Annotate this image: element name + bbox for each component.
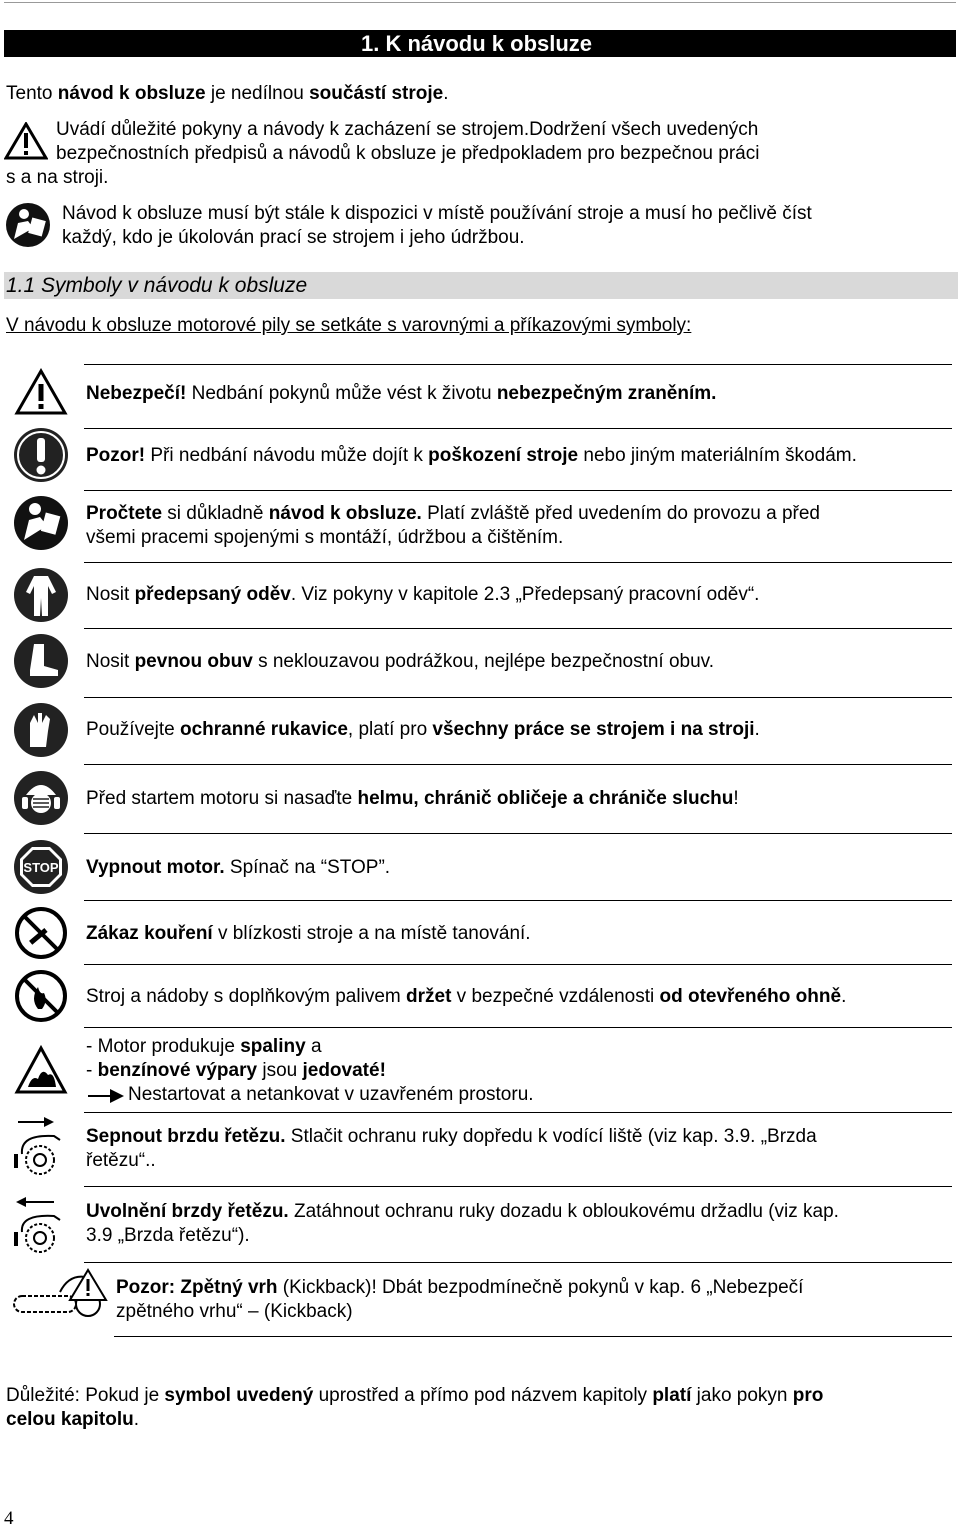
top-rule bbox=[4, 2, 956, 3]
kickback-text-line-2: zpětného vrhu“ – (Kickback) bbox=[116, 1301, 353, 1322]
arrow-right-icon bbox=[86, 1088, 126, 1104]
protective-gloves-icon bbox=[12, 701, 70, 759]
chapter-title: 1. K návodu k obsluze bbox=[4, 30, 956, 57]
no-smoking-text: Zákaz kouření v blízkosti stroje a na místě tanování. bbox=[86, 923, 531, 944]
divider bbox=[84, 562, 952, 563]
manual-line-2: každý, kdo je úkolován prací se strojem i jeho údržbou. bbox=[62, 227, 525, 248]
caution-text: Pozor! Při nedbání návodu může dojít k poškození stroje nebo jiným materiálním škodám. bbox=[86, 445, 857, 466]
divider bbox=[84, 364, 952, 365]
exhaust-line-3: Nestartovat a netankovat v uzavřeném prostoru. bbox=[128, 1084, 534, 1105]
toxic-exhaust-triangle-icon bbox=[14, 1045, 68, 1095]
caution-exclamation-icon bbox=[12, 426, 70, 484]
divider bbox=[84, 628, 952, 629]
kickback-text: Pozor: Zpětný vrh (Kickback)! Dbát bezpodmínečně pokynů v kap. 6 „Nebezpečí bbox=[116, 1277, 804, 1298]
divider bbox=[84, 1186, 952, 1187]
kickback-warning-icon bbox=[10, 1266, 108, 1328]
svg-text:STOP: STOP bbox=[23, 860, 59, 875]
intro-text: Tento návod k obsluze je nedílnou součástí stroje. bbox=[6, 83, 449, 104]
warning-line-1: Uvádí důležité pokyny a návody k zacházení se strojem.Dodržení všech uvedených bbox=[56, 119, 759, 140]
divider bbox=[84, 1262, 952, 1263]
chain-brake-release-icon bbox=[10, 1188, 72, 1258]
divider bbox=[114, 1336, 952, 1337]
helmet-text: Před startem motoru si nasaďte helmu, chránič obličeje a chrániče sluchu! bbox=[86, 788, 739, 809]
divider bbox=[84, 490, 952, 491]
divider bbox=[84, 900, 952, 901]
stop-text: Vypnout motor. Spínač na “STOP”. bbox=[86, 857, 391, 878]
warning-triangle-icon bbox=[4, 122, 48, 160]
important-note: Důležité: Pokud je symbol uvedený uprostřed a přímo pod názvem kapitoly platí jako pokyn pro bbox=[6, 1385, 824, 1406]
read-manual-icon bbox=[4, 201, 52, 249]
stop-engine-icon bbox=[12, 838, 70, 896]
section-subtitle: V návodu k obsluze motorové pily se setkáte s varovnými a příkazovými symboly: bbox=[6, 315, 692, 336]
divider bbox=[84, 1112, 952, 1113]
read-manual-text: Pročtete si důkladně návod k obsluze. Platí zvláště před uvedením do provozu a před bbox=[86, 503, 820, 524]
divider bbox=[84, 697, 952, 698]
divider bbox=[84, 833, 952, 834]
clothing-text: Nosit předepsaný oděv. Viz pokyny v kapitole 2.3 „Předepsaný pracovní oděv“. bbox=[86, 584, 760, 605]
danger-triangle-icon bbox=[14, 368, 68, 416]
helmet-face-ear-protection-icon bbox=[12, 769, 70, 827]
danger-text: Nebezpečí! Nedbání pokynů může vést k životu nebezpečným zraněním. bbox=[86, 383, 717, 404]
gloves-text: Používejte ochranné rukavice, platí pro všechny práce se strojem i na stroji. bbox=[86, 719, 760, 740]
no-open-fire-icon bbox=[14, 969, 68, 1023]
page-number: 4 bbox=[4, 1508, 14, 1529]
divider bbox=[84, 428, 952, 429]
no-smoking-icon bbox=[14, 906, 68, 960]
boots-text: Nosit pevnou obuv s neklouzavou podrážkou, nejlépe bezpečnostní obuv. bbox=[86, 651, 715, 672]
read-manual-text-line-2: všemi pracemi spojenými s montáží, údržbou a čištěním. bbox=[86, 527, 564, 548]
safety-boots-icon bbox=[12, 632, 70, 690]
protective-clothing-icon bbox=[12, 566, 70, 624]
brake-engage-text: Sepnout brzdu řetězu. Stlačit ochranu ruky dopředu k vodící liště (viz kap. 3.9. „Brzda bbox=[86, 1126, 817, 1147]
brake-release-text: Uvolnění brzdy řetězu. Zatáhnout ochranu ruky dozadu k obloukovému držadlu (viz kap. bbox=[86, 1201, 839, 1222]
warning-line-3: s a na stroji. bbox=[6, 167, 109, 188]
section-title: 1.1 Symboly v návodu k obsluze bbox=[4, 272, 958, 299]
divider bbox=[84, 964, 952, 965]
divider bbox=[84, 1027, 952, 1028]
important-note-line-2: celou kapitolu. bbox=[6, 1409, 140, 1430]
exhaust-line-2: - benzínové výpary jsou jedovaté! bbox=[86, 1060, 386, 1081]
chain-brake-engage-icon bbox=[10, 1114, 72, 1180]
read-manual-icon bbox=[12, 494, 70, 552]
brake-engage-text-line-2: řetězu“.. bbox=[86, 1150, 156, 1171]
brake-release-text-line-2: 3.9 „Brzda řetězu“). bbox=[86, 1225, 250, 1246]
exhaust-line-1: - Motor produkuje spaliny a bbox=[86, 1036, 322, 1057]
manual-line-1: Návod k obsluze musí být stále k dispozici v místě používání stroje a musí ho pečlivě číst bbox=[62, 203, 812, 224]
open-fire-text: Stroj a nádoby s doplňkovým palivem držet v bezpečné vzdálenosti od otevřeného ohně. bbox=[86, 986, 847, 1007]
warning-line-2: bezpečnostních předpisů a návodů k obsluze je předpokladem pro bezpečnou práci bbox=[56, 143, 760, 164]
divider bbox=[84, 764, 952, 765]
